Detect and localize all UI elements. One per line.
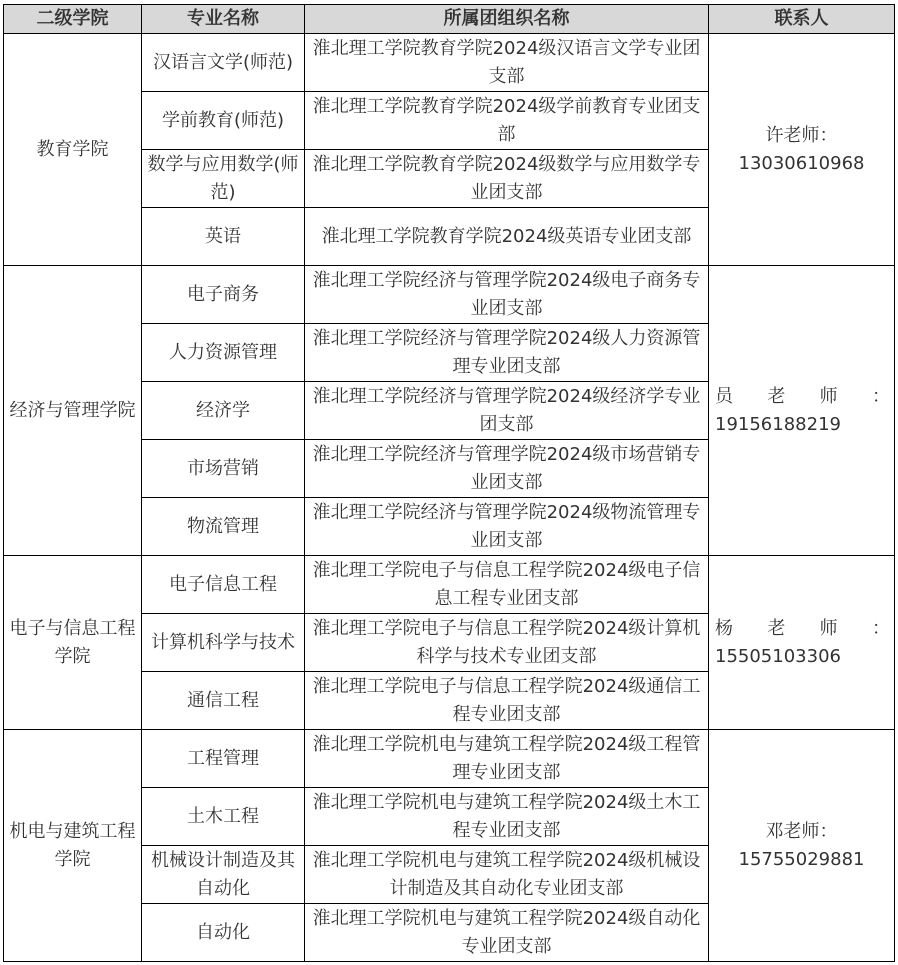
org-cell: 淮北理工学院机电与建筑工程学院2024级土木工程专业团支部 [305, 788, 709, 846]
college-cell: 电子与信息工程学院 [4, 556, 142, 730]
contact-cell [709, 266, 895, 556]
org-cell: 淮北理工学院教育学院2024级数学与应用数学专业团支部 [305, 150, 709, 208]
org-cell: 淮北理工学院教育学院2024级汉语言文学专业团支部 [305, 34, 709, 92]
table-row [4, 730, 895, 788]
major-cell: 工程管理 [142, 730, 305, 788]
org-cell: 淮北理工学院电子与信息工程学院2024级计算机科学与技术专业团支部 [305, 614, 709, 672]
contact-cell [709, 730, 895, 962]
header-major: 专业名称 [142, 5, 305, 34]
org-cell: 淮北理工学院机电与建筑工程学院2024级工程管理专业团支部 [305, 730, 709, 788]
org-cell: 淮北理工学院机电与建筑工程学院2024级自动化专业团支部 [305, 904, 709, 962]
org-cell: 淮北理工学院经济与管理学院2024级人力资源管理专业团支部 [305, 324, 709, 382]
contact-name: 邓老师： [765, 820, 838, 842]
table-row [4, 266, 895, 324]
contact-phone: 15755029881 [738, 848, 865, 870]
header-org: 所属团组织名称 [305, 5, 709, 34]
org-cell: 淮北理工学院电子与信息工程学院2024级电子信息工程专业团支部 [305, 556, 709, 614]
header-row [4, 5, 895, 34]
header-contact: 联系人 [709, 5, 895, 34]
org-cell: 淮北理工学院教育学院2024级英语专业团支部 [305, 208, 709, 266]
major-cell: 经济学 [142, 382, 305, 440]
major-cell: 通信工程 [142, 672, 305, 730]
contact-phone: 13030610968 [738, 152, 865, 174]
major-cell: 自动化 [142, 904, 305, 962]
major-cell: 英语 [142, 208, 305, 266]
contact-phone: 15505103306 [715, 645, 841, 667]
org-cell: 淮北理工学院经济与管理学院2024级市场营销专业团支部 [305, 440, 709, 498]
org-cell: 淮北理工学院电子与信息工程学院2024级通信工程专业团支部 [305, 672, 709, 730]
org-cell: 淮北理工学院经济与管理学院2024级经济学专业团支部 [305, 382, 709, 440]
college-cell: 机电与建筑工程学院 [4, 730, 142, 962]
major-cell: 电子信息工程 [142, 556, 305, 614]
major-cell: 机械设计制造及其自动化 [142, 846, 305, 904]
org-cell: 淮北理工学院经济与管理学院2024级电子商务专业团支部 [305, 266, 709, 324]
college-cell: 教育学院 [4, 34, 142, 266]
contact-phone: 19156188219 [715, 413, 841, 435]
major-cell: 学前教育(师范) [142, 92, 305, 150]
major-cell: 物流管理 [142, 498, 305, 556]
org-table [3, 4, 895, 962]
header-college: 二级学院 [4, 5, 142, 34]
table-body [4, 34, 895, 962]
contact-name: 员 老 师 ： [715, 385, 890, 407]
major-cell: 土木工程 [142, 788, 305, 846]
org-cell: 淮北理工学院经济与管理学院2024级物流管理专业团支部 [305, 498, 709, 556]
major-cell: 市场营销 [142, 440, 305, 498]
contact-cell [709, 34, 895, 266]
contact-name: 杨 老 师 ： [715, 617, 890, 639]
college-cell: 经济与管理学院 [4, 266, 142, 556]
contact-name: 许老师： [765, 124, 838, 146]
contact-cell [709, 556, 895, 730]
major-cell: 电子商务 [142, 266, 305, 324]
major-cell: 汉语言文学(师范) [142, 34, 305, 92]
major-cell: 人力资源管理 [142, 324, 305, 382]
major-cell: 数学与应用数学(师范) [142, 150, 305, 208]
org-cell: 淮北理工学院教育学院2024级学前教育专业团支部 [305, 92, 709, 150]
table-row [4, 34, 895, 92]
org-cell: 淮北理工学院机电与建筑工程学院2024级机械设计制造及其自动化专业团支部 [305, 846, 709, 904]
table-row [4, 556, 895, 614]
major-cell: 计算机科学与技术 [142, 614, 305, 672]
